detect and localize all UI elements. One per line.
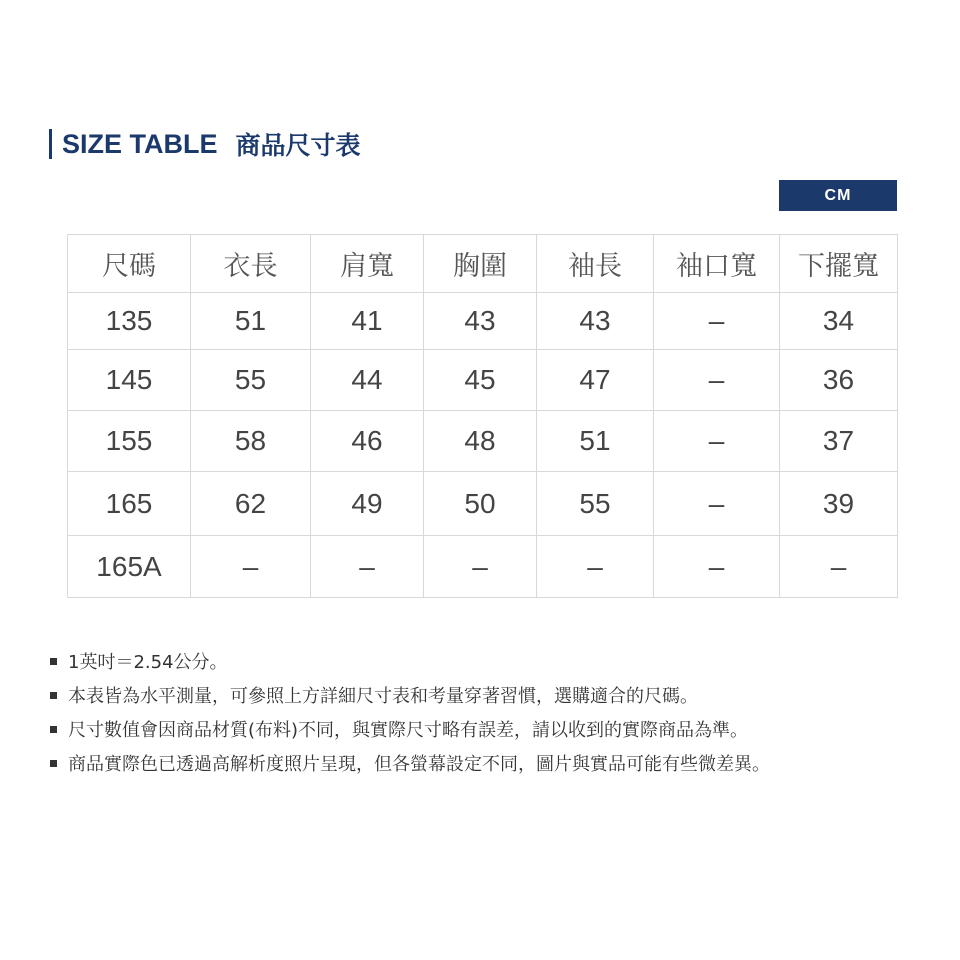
table-cell: 55 <box>537 472 654 536</box>
column-header: 肩寬 <box>311 235 424 293</box>
column-header: 衣長 <box>191 235 311 293</box>
note-item <box>50 712 950 746</box>
note-text: 商品實際色已透過高解析度照片呈現，但各螢幕設定不同，圖片與實品可能有些微差異。 <box>68 754 770 775</box>
column-header: 下擺寬 <box>780 235 898 293</box>
table-cell: – <box>654 472 780 536</box>
table-row <box>68 293 898 350</box>
table-cell: 47 <box>537 350 654 411</box>
table-cell: 43 <box>537 293 654 350</box>
table-row <box>68 411 898 472</box>
page-title <box>49 128 361 160</box>
table-cell: 62 <box>191 472 311 536</box>
size-table <box>67 234 898 598</box>
table-cell: 43 <box>424 293 537 350</box>
title-english: SIZE TABLE <box>62 128 218 159</box>
table-cell: 51 <box>191 293 311 350</box>
table-cell: – <box>311 536 424 598</box>
table-cell: 145 <box>68 350 191 411</box>
column-header: 尺碼 <box>68 235 191 293</box>
note-text: 本表皆為水平測量，可參照上方詳細尺寸表和考量穿著習慣，選購適合的尺碼。 <box>68 686 698 707</box>
unit-badge: CM <box>779 180 897 211</box>
table-cell: 165 <box>68 472 191 536</box>
table-cell: – <box>654 350 780 411</box>
table-cell: 41 <box>311 293 424 350</box>
table-cell: 37 <box>780 411 898 472</box>
table-cell: 51 <box>537 411 654 472</box>
table-cell: 135 <box>68 293 191 350</box>
column-header: 胸圍 <box>424 235 537 293</box>
bullet-icon <box>50 760 57 767</box>
table-row <box>68 350 898 411</box>
table-cell: – <box>654 411 780 472</box>
table-row <box>68 536 898 598</box>
table-cell: 155 <box>68 411 191 472</box>
table-cell: – <box>424 536 537 598</box>
table-cell: 34 <box>780 293 898 350</box>
table-cell: – <box>537 536 654 598</box>
table-cell: 49 <box>311 472 424 536</box>
note-item <box>50 746 950 780</box>
table-cell: – <box>780 536 898 598</box>
table-row <box>68 472 898 536</box>
note-text: 1英吋＝2.54公分。 <box>68 652 228 673</box>
table-cell: 36 <box>780 350 898 411</box>
table-cell: 165A <box>68 536 191 598</box>
note-text: 尺寸數值會因商品材質(布料)不同，與實際尺寸略有誤差，請以收到的實際商品為準。 <box>68 720 749 741</box>
table-cell: – <box>654 293 780 350</box>
bullet-icon <box>50 726 57 733</box>
table-cell: 46 <box>311 411 424 472</box>
column-header: 袖口寬 <box>654 235 780 293</box>
column-header: 袖長 <box>537 235 654 293</box>
title-accent-bar <box>49 129 52 159</box>
table-cell: 45 <box>424 350 537 411</box>
table-cell: – <box>654 536 780 598</box>
table-cell: 48 <box>424 411 537 472</box>
table-cell: – <box>191 536 311 598</box>
table-header-row <box>68 235 898 293</box>
table-cell: 58 <box>191 411 311 472</box>
bullet-icon <box>50 658 57 665</box>
table-cell: 39 <box>780 472 898 536</box>
table-cell: 55 <box>191 350 311 411</box>
title-chinese: 商品尺寸表 <box>235 131 361 160</box>
notes-list <box>50 644 950 780</box>
table-cell: 50 <box>424 472 537 536</box>
note-item <box>50 678 950 712</box>
table-cell: 44 <box>311 350 424 411</box>
bullet-icon <box>50 692 57 699</box>
note-item <box>50 644 950 678</box>
